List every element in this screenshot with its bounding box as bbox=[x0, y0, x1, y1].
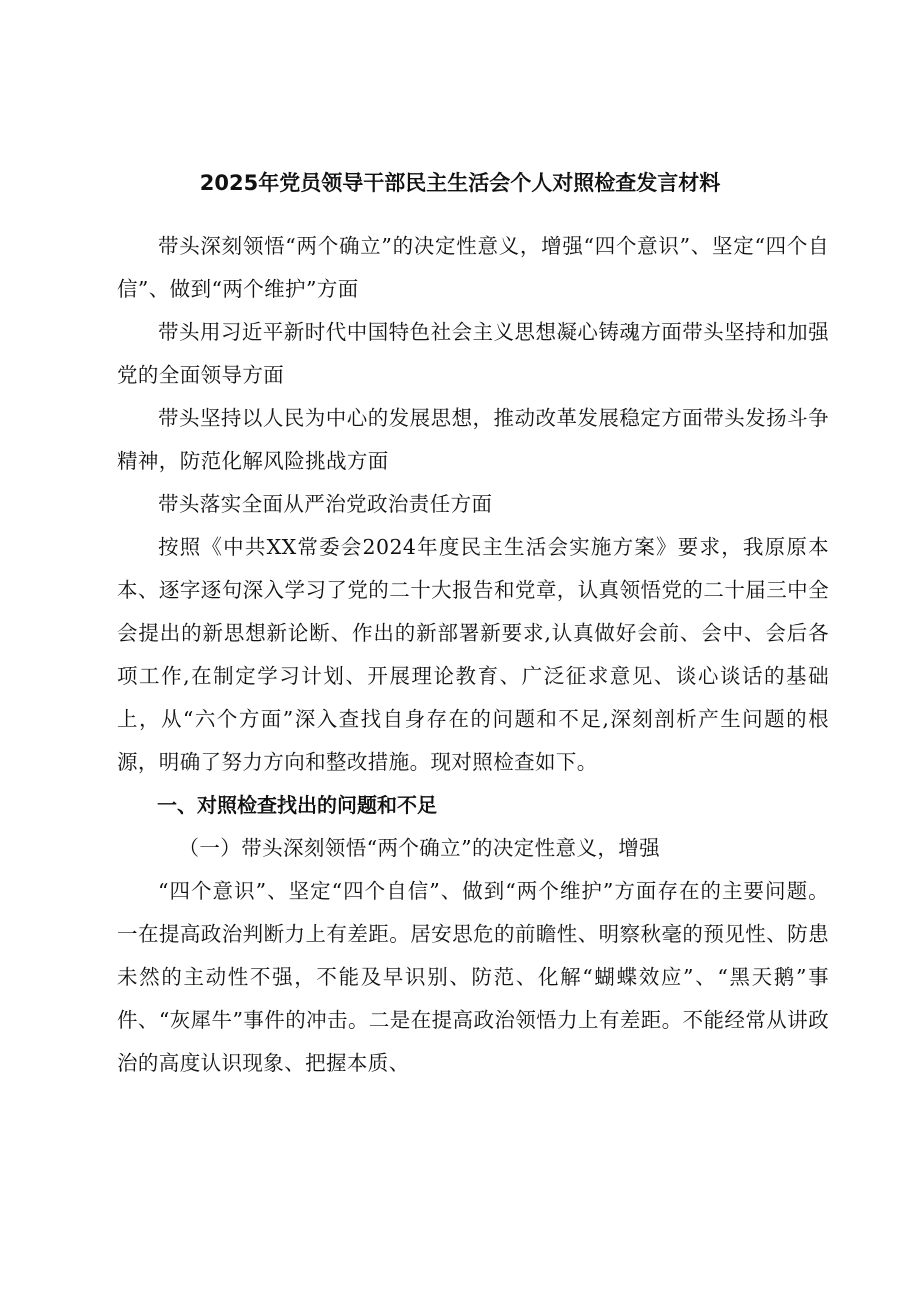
subsection-paragraph: “四个意识”、坚定“四个自信”、做到“两个维护”方面存在的主要问题。一在提高政治判断力上有差距。居安思危的前瞻性、明察秋毫的预见性、防患未然的主动性不强，不能及早识别、防范、化解“蝴蝶效应”、“黑天鹅”事件、“灰犀牛”事件的冲击。二是在提高政治领悟力上有差距。不能经常从讲政治的高度认识现象、把握本质、 bbox=[117, 879, 829, 1075]
subsection-heading: （一）带头深刻领悟“两个确立”的决定性意义，增强 bbox=[178, 836, 661, 860]
paragraph: 带头深刻领悟“两个确立”的决定性意义，增强“四个意识”、坚定“四个自信”、做到“两个维护”方面 bbox=[117, 234, 829, 301]
document-body bbox=[117, 225, 829, 1085]
paragraph: 带头坚持以人民为中心的发展思想，推动改革发展稳定方面带头发扬斗争精神，防范化解风险挑战方面 bbox=[117, 406, 829, 473]
paragraph: 带头用习近平新时代中国特色社会主义思想凝心铸魂方面带头坚持和加强党的全面领导方面 bbox=[117, 320, 829, 387]
paragraph: 带头落实全面从严治党政治责任方面 bbox=[158, 492, 493, 516]
document-title: 2025年党员领导干部民主生活会个人对照检查发言材料 bbox=[199, 171, 721, 195]
paragraph: 按照《中共XX常委会2024年度民主生活会实施方案》要求，我原原本本、逐字逐句深入学习了党的二十大报告和党章，认真领悟党的二十届三中全会提出的新思想新论断、作出的新部署新要求,认真做好会前、会中、会后各项工作,在制定学习计划、开展理论教育、广泛征求意见、谈心谈话的基础上，从“六个方面”深入查找自身存在的问题和不足,深刻剖析产生问题的根源，明确了努力方向和整改措施。现对照检查如下。 bbox=[117, 535, 829, 774]
section-heading: 一、对照检查找出的问题和不足 bbox=[157, 793, 437, 817]
